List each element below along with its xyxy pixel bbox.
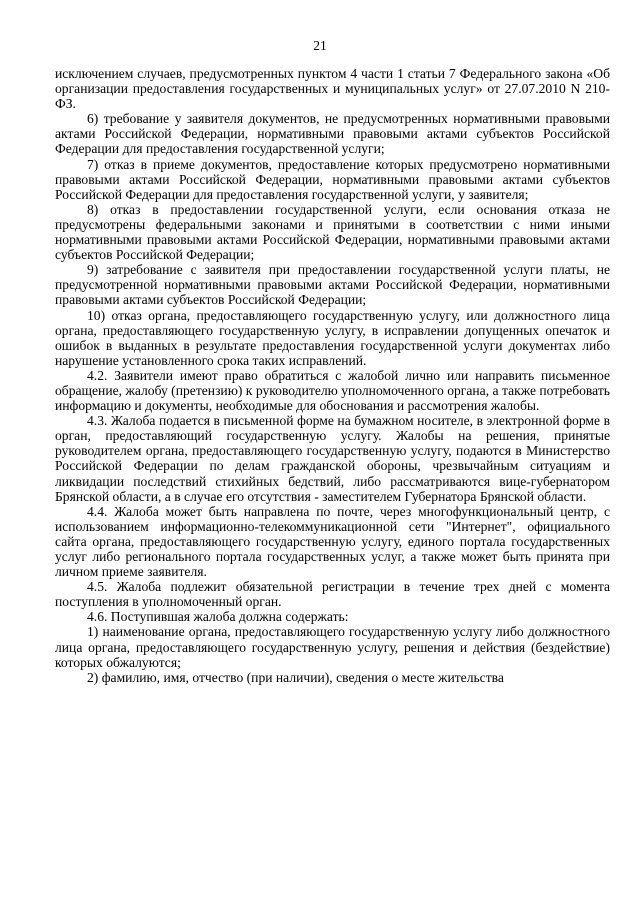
document-body [55, 66, 610, 685]
clause-4-3: 4.3. Жалоба подается в письменной форме на бумажном носителе, в электронной форме в орган, предоставляющий государственную услугу. Жалобы на решения, принятые руководителем органа, предоставляющего государственную услугу, подаются в Министерство Российской Федерации по делам гражданской обороны, чрезвычайным ситуациям и ликвидации последствий стихийных бедствий, либо рассматриваются вице-губернатором Брянской области, а в случае его отсутствия - заместителем Губернатора Брянской области. [55, 413, 610, 504]
list-item-8: 8) отказ в предоставлении государственной услуги, если основания отказа не предусмотрены федеральными законами и принятыми в соответствии с ними иными нормативными правовыми актами Российской Федерации, нормативными правовыми актами субъектов Российской Федерации; [55, 201, 610, 263]
list-item-9: 9) затребование с заявителя при предоставлении государственной услуги платы, не предусмотренной нормативными правовыми актами Российской Федерации, нормативными правовыми актами субъектов Российской Федерации; [55, 262, 610, 308]
page-number: 21 [313, 38, 327, 53]
list-item-7: 7) отказ в приеме документов, предоставление которых предусмотрено нормативными правовыми актами Российской Федерации, нормативными правовыми актами субъектов Российской Федерации для предоставления государственной услуги, у заявителя; [55, 156, 610, 202]
clause-4-6: 4.6. Поступившая жалоба должна содержать: [87, 609, 349, 625]
clause-4-6-item-2: 2) фамилию, имя, отчество (при наличии), сведения о месте жительства [87, 669, 504, 685]
list-item-6: 6) требование у заявителя документов, не предусмотренных нормативными правовыми актами Российской Федерации, нормативными правовыми актами субъектов Российской Федерации для предоставления государственной услуги; [55, 111, 610, 157]
clause-4-5: 4.5. Жалоба подлежит обязательной регистрации в течение трех дней с момента поступления в уполномоченный орган. [55, 579, 610, 610]
clause-4-6-item-1: 1) наименование органа, предоставляющего государственную услугу либо должностного лица органа, предоставляющего государственную услугу, решения и действия (бездействие) которых обжалуются; [55, 624, 610, 670]
list-item-10: 10) отказ органа, предоставляющего государственную услугу, или должностного лица органа, предоставляющего государственную услугу, в исправлении допущенных опечаток и ошибок в выданных в результате предоставления государственной услуги документах либо нарушение установленного срока таких исправлений. [55, 307, 610, 368]
clause-4-2: 4.2. Заявители имеют право обратиться с жалобой лично или направить письменное обращение, жалобу (претензию) к руководителю уполномоченного органа, а также потребовать информацию и документы, необходимые для обоснования и рассмотрения жалобы. [55, 367, 610, 414]
clause-4-4: 4.4. Жалоба может быть направлена по почте, через многофункциональный центр, с использованием информационно-телекоммуникационной сети "Интернет", официального сайта органа, предоставляющего государственную услугу, единого портала государственных услуг либо регионального портала государственных услуг, а также может быть принята при личном приеме заявителя. [55, 503, 610, 580]
paragraph-continuation: исключением случаев, предусмотренных пунктом 4 части 1 статьи 7 Федерального закона «Об организации предоставления государственных и муниципальных услуг» от 27.07.2010 N 210-ФЗ. [55, 66, 610, 112]
